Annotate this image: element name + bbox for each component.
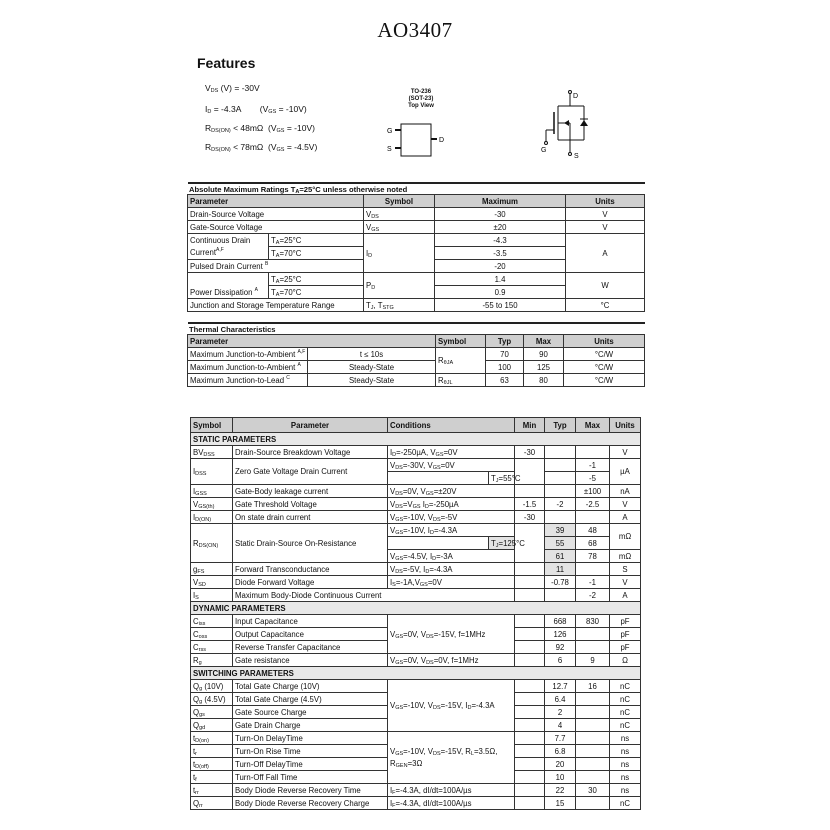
elec-row-tr: $t_r$ Turn-On Rise Time 6.8 ns xyxy=(191,745,641,758)
section-switching: SWITCHING PARAMETERS xyxy=(191,667,641,680)
elec-head-cond: Conditions xyxy=(388,418,515,433)
elec-row-igss: $I_{GSS}$ Gate-Body leakage current $V_{DS}=0V$, $V_{GS}=\pm 20V$ ±100 nA xyxy=(191,485,641,498)
abs-head-max: Maximum xyxy=(435,195,566,208)
pkg-pin-g: G xyxy=(387,128,393,135)
mosfet-pin-s: S xyxy=(574,153,579,160)
elec-row-trr: $t_{rr}$ Body Diode Reverse Recovery Time $I_F=-4.3A$, dI/dt=100A/µs 22 30 ns xyxy=(191,784,641,797)
package-line-1: TO-236 xyxy=(410,89,432,95)
thermal-row-ja-steady: Maximum Junction-to-Ambient $^A$ Steady-State 100 125 °C/W xyxy=(188,361,645,374)
elec-row-bvdss: $BV_{DSS}$ Drain-Source Breakdown Voltage $I_D=-250\mu A$, $V_{GS}=0V$ -30 V xyxy=(191,446,641,459)
feature-rds-10v: $R_{DS(ON)} < 48m\Omega$ $(V_{GS} = -10V)$ xyxy=(205,123,315,134)
section-static: STATIC PARAMETERS xyxy=(191,433,641,446)
abs-row-pd-70: $T_A=70^\circ C$ 0.9 xyxy=(188,286,645,299)
abs-row-pd-25: Power Dissipation $^A$ $T_A=25^\circ C$ $P_D$ 1.4 W xyxy=(188,273,645,286)
elec-row-qgd: $Q_{gd}$ Gate Drain Charge 4 nC xyxy=(191,719,641,732)
thermal-table xyxy=(187,334,645,387)
elec-row-vgsth: $V_{GS(th)}$ Gate Threshold Voltage $V_{DS}=V_{GS}$ $I_D=-250\mu A$ -1.5 -2 -2.5 V xyxy=(191,498,641,511)
abs-row-id-25: Continuous Drain Current$^{A,F}$ $T_A=25^\circ C$ $I_D$ -4.3 A xyxy=(188,234,645,247)
thermal-head-units: Units xyxy=(564,335,645,348)
package-label xyxy=(388,89,454,110)
thermal-head-symbol: Symbol xyxy=(436,335,486,348)
elec-head-max: Max xyxy=(576,418,610,433)
feature-vds: $V_{DS}$ (V) = -30V xyxy=(205,83,260,94)
mosfet-pin-g: G xyxy=(541,147,547,154)
section-dynamic: DYNAMIC PARAMETERS xyxy=(191,602,641,615)
package-line-3: Top View xyxy=(408,103,434,109)
thermal-head-param: Parameter xyxy=(188,335,436,348)
elec-row-tdon: $t_{D(on)}$ Turn-On DelayTime $V_{GS}=-10V$, $V_{DS}=-15V$, $R_L=3.5\Omega$, $R_{GEN}=3\Omega$ 7.7 ns xyxy=(191,732,641,745)
features-heading: Features xyxy=(197,55,256,71)
elec-row-rds-2: $T_J=125^\circ C$ 55 68 xyxy=(191,537,641,550)
elec-head-typ: Typ xyxy=(545,418,576,433)
elec-head-min: Min xyxy=(515,418,545,433)
elec-row-qrr: $Q_{rr}$ Body Diode Reverse Recovery Charge $I_F=-4.3A$, dI/dt=100A/µs 15 nC xyxy=(191,797,641,810)
mosfet-pin-d: D xyxy=(573,93,579,100)
elec-row-rds-1: $R_{DS(ON)}$ Static Drain-Source On-Resistance $V_{GS}=-10V$, $I_D=-4.3A$ 39 48 mΩ xyxy=(191,524,641,537)
elec-row-qg10: $Q_g$ (10V) Total Gate Charge (10V) $V_{GS}=-10V$, $V_{DS}=-15V$, $I_D=-4.3A$ 12.7 16 nC xyxy=(191,680,641,693)
elec-row-gfs: $g_{FS}$ Forward Transconductance $V_{DS}=-5V$, $I_D=-4.3A$ 11 S xyxy=(191,563,641,576)
package-line-2: (SOT-23) xyxy=(408,96,434,102)
elec-row-ciss: $C_{iss}$ Input Capacitance $V_{GS}=0V$, $V_{DS}=-15V$, f=1MHz 668 830 pF xyxy=(191,615,641,628)
abs-max-table xyxy=(187,194,645,312)
elec-row-coss: $C_{oss}$ Output Capacitance 126 pF xyxy=(191,628,641,641)
abs-head-symbol: Symbol xyxy=(364,195,435,208)
feature-id: $I_D = -4.3A$ $(V_{GS} = -10V)$ xyxy=(205,104,307,115)
elec-row-tf: $t_f$ Turn-Off Fall Time 10 ns xyxy=(191,771,641,784)
elec-row-idon: $I_{D(ON)}$ On state drain current $V_{GS}=-10V$, $V_{DS}=-5V$ -30 A xyxy=(191,511,641,524)
elec-head-symbol: Symbol xyxy=(191,418,233,433)
abs-head-param: Parameter xyxy=(188,195,364,208)
electrical-table xyxy=(190,417,641,810)
p-mosfet-symbol-icon xyxy=(540,88,600,160)
sot23-package-icon xyxy=(385,118,455,163)
thermal-row-ja-10s: Maximum Junction-to-Ambient $^{A,F}$ t ≤ 10s $R_{\theta JA}$ 70 90 °C/W xyxy=(188,348,645,361)
document-title: AO3407 xyxy=(377,18,453,42)
elec-row-crss: $C_{rss}$ Reverse Transfer Capacitance 92 pF xyxy=(191,641,641,654)
elec-row-is: $I_S$ Maximum Body-Diode Continuous Current -2 A xyxy=(191,589,641,602)
elec-row-idss-2: $T_J=55^\circ C$ -5 xyxy=(191,472,641,485)
thermal-head-typ: Typ xyxy=(486,335,524,348)
pkg-pin-d: D xyxy=(439,137,445,144)
abs-row-tj: Junction and Storage Temperature Range $T_J$, $T_{STG}$ -55 to 150 °C xyxy=(188,299,645,312)
elec-head-param: Parameter xyxy=(233,418,388,433)
abs-row-idm: Pulsed Drain Current $^B$ -20 xyxy=(188,260,645,273)
abs-row-vgs: Gate-Source Voltage $V_{GS}$ ±20 V xyxy=(188,221,645,234)
pkg-pin-s: S xyxy=(387,146,392,153)
thermal-row-jl: Maximum Junction-to-Lead $^C$ Steady-State $R_{\theta JL}$ 63 80 °C/W xyxy=(188,374,645,387)
elec-head-units: Units xyxy=(610,418,641,433)
elec-row-rds-3: $V_{GS}=-4.5V$, $I_D=-3A$ 61 78 mΩ xyxy=(191,550,641,563)
abs-head-units: Units xyxy=(566,195,645,208)
thermal-head-max: Max xyxy=(524,335,564,348)
abs-row-id-70: $T_A=70^\circ C$ -3.5 xyxy=(188,247,645,260)
elec-row-tdoff: $t_{D(off)}$ Turn-Off DelayTime 20 ns xyxy=(191,758,641,771)
abs-row-vds: Drain-Source Voltage $V_{DS}$ -30 V xyxy=(188,208,645,221)
feature-rds-4v5: $R_{DS(ON)} < 78m\Omega$ $(V_{GS} = -4.5V)$ xyxy=(205,142,318,153)
elec-row-qgs: $Q_{gs}$ Gate Source Charge 2 nC xyxy=(191,706,641,719)
elec-row-qg45: $Q_g$ (4.5V) Total Gate Charge (4.5V) 6.4 nC xyxy=(191,693,641,706)
elec-row-idss-1: $I_{DSS}$ Zero Gate Voltage Drain Current $V_{DS}=-30V$, $V_{GS}=0V$ -1 µA xyxy=(191,459,641,472)
elec-row-vsd: $V_{SD}$ Diode Forward Voltage $I_S=-1A,V_{GS}=0V$ -0.78 -1 V xyxy=(191,576,641,589)
thermal-caption: Thermal Characteristics xyxy=(188,322,645,335)
abs-max-caption: Absolute Maximum Ratings $T_A=25^\circ C$ unless otherwise noted xyxy=(188,182,645,195)
elec-row-rg: $R_g$ Gate resistance $V_{GS}=0V$, $V_{DS}=0V$, f=1MHz 6 9 Ω xyxy=(191,654,641,667)
